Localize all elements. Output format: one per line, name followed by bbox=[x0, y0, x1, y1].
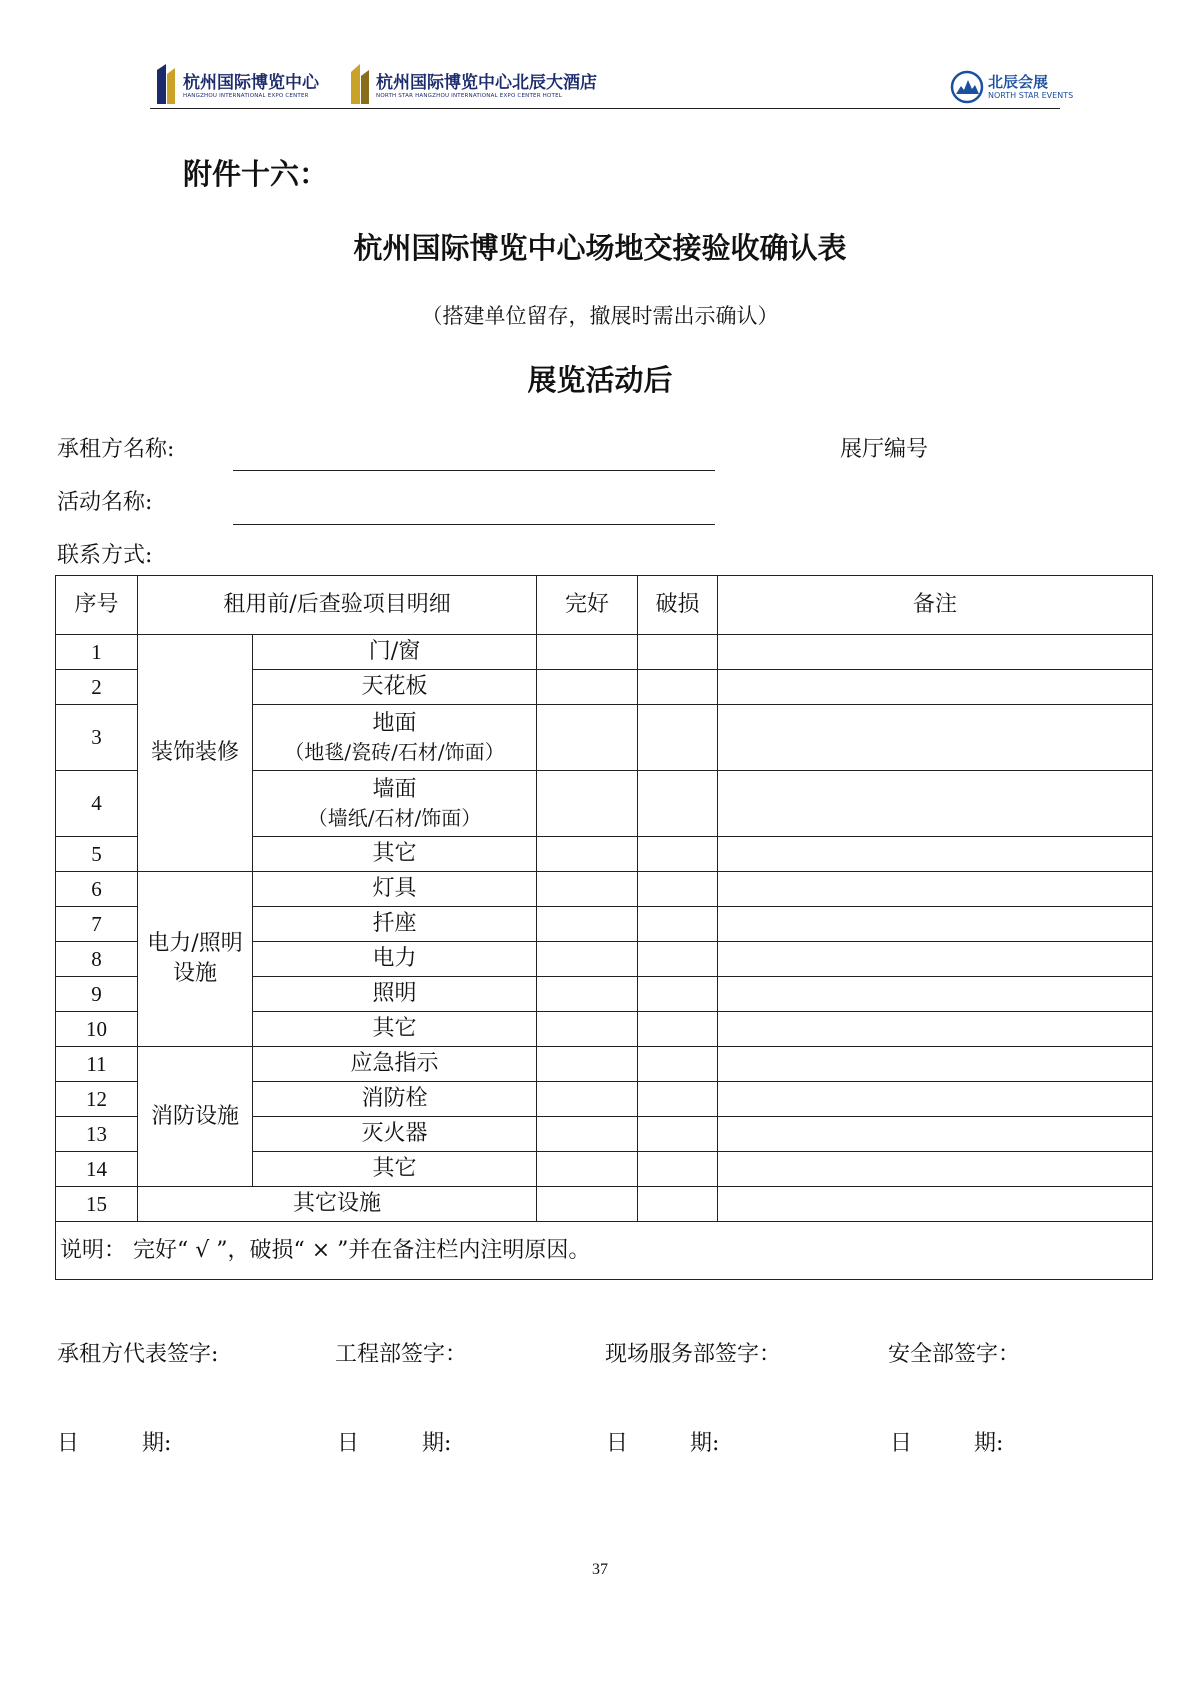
row-number: 7 bbox=[56, 907, 138, 942]
damaged-cell[interactable] bbox=[638, 837, 718, 872]
damaged-cell[interactable] bbox=[638, 907, 718, 942]
date-label-period: 期: bbox=[142, 1431, 172, 1456]
table-row bbox=[56, 1187, 1153, 1222]
header-divider bbox=[150, 108, 1060, 109]
table-header-row bbox=[56, 576, 1153, 635]
row-item-label: 地面 bbox=[372, 711, 417, 737]
damaged-cell[interactable] bbox=[638, 705, 718, 771]
row-number: 6 bbox=[56, 872, 138, 907]
row-item-label: 墙面 bbox=[372, 777, 417, 803]
damaged-cell[interactable] bbox=[638, 1082, 718, 1117]
header-damaged: 破损 bbox=[638, 576, 718, 635]
remarks-cell[interactable] bbox=[718, 670, 1153, 705]
date-label-day: 日 bbox=[606, 1431, 629, 1456]
row-number: 1 bbox=[56, 635, 138, 670]
ok-cell[interactable] bbox=[537, 837, 638, 872]
security-signature-label: 安全部签字： bbox=[888, 1342, 1021, 1367]
table-row bbox=[56, 635, 1153, 670]
ok-cell[interactable] bbox=[537, 872, 638, 907]
header-item: 租用前/后查验项目明细 bbox=[138, 576, 537, 635]
tenant-name-field[interactable] bbox=[233, 470, 715, 471]
onsite-service-signature-label: 现场服务部签字： bbox=[605, 1342, 782, 1367]
section-title: 展览活动后 bbox=[527, 363, 673, 397]
logo2-subtitle: NORTH STAR HANGZHOU INTERNATIONAL EXPO CENTER HOTEL bbox=[376, 93, 563, 99]
ok-cell[interactable] bbox=[537, 1047, 638, 1082]
remarks-cell[interactable] bbox=[718, 1012, 1153, 1047]
row-item: 照明 bbox=[253, 977, 537, 1012]
row-item: 扦座 bbox=[253, 907, 537, 942]
row-number: 5 bbox=[56, 837, 138, 872]
remarks-cell[interactable] bbox=[718, 1187, 1153, 1222]
row-item bbox=[253, 705, 537, 771]
logo1-subtitle: HANGZHOU INTERNATIONAL EXPO CENTER bbox=[183, 93, 309, 99]
table-row bbox=[56, 1047, 1153, 1082]
remarks-cell[interactable] bbox=[718, 1047, 1153, 1082]
note-row bbox=[56, 1222, 1153, 1280]
row-number: 11 bbox=[56, 1047, 138, 1082]
ok-cell[interactable] bbox=[537, 977, 638, 1012]
tenant-name-label: 承租方名称: bbox=[57, 437, 175, 462]
ok-cell[interactable] bbox=[537, 705, 638, 771]
row-item-detail: （地毯/瓷砖/石材/饰面） bbox=[284, 739, 505, 764]
ok-cell[interactable] bbox=[537, 942, 638, 977]
date-label-period: 期: bbox=[690, 1431, 720, 1456]
row-item: 其它 bbox=[253, 837, 537, 872]
date-label-period: 期: bbox=[974, 1431, 1004, 1456]
logo1-name: 杭州国际博览中心 bbox=[183, 73, 319, 93]
damaged-cell[interactable] bbox=[638, 635, 718, 670]
row-item: 电力 bbox=[253, 942, 537, 977]
logo3-subtitle: NORTH STAR EVENTS bbox=[988, 91, 1074, 100]
table-row bbox=[56, 872, 1153, 907]
remarks-cell[interactable] bbox=[718, 1152, 1153, 1187]
row-item: 灯具 bbox=[253, 872, 537, 907]
date-label-day: 日 bbox=[337, 1431, 360, 1456]
date-label-day: 日 bbox=[890, 1431, 913, 1456]
remarks-cell[interactable] bbox=[718, 942, 1153, 977]
ok-cell[interactable] bbox=[537, 1082, 638, 1117]
page-number: 37 bbox=[592, 1561, 608, 1578]
damaged-cell[interactable] bbox=[638, 1187, 718, 1222]
remarks-cell[interactable] bbox=[718, 837, 1153, 872]
form-title: 杭州国际博览中心场地交接验收确认表 bbox=[353, 231, 847, 265]
damaged-cell[interactable] bbox=[638, 1117, 718, 1152]
row-number: 4 bbox=[56, 771, 138, 837]
remarks-cell[interactable] bbox=[718, 1117, 1153, 1152]
row-item: 其它 bbox=[253, 1012, 537, 1047]
ok-cell[interactable] bbox=[537, 1012, 638, 1047]
row-item: 其它设施 bbox=[138, 1187, 537, 1222]
ok-cell[interactable] bbox=[537, 1187, 638, 1222]
expo-center-logo-icon bbox=[155, 64, 177, 104]
ok-cell[interactable] bbox=[537, 771, 638, 837]
ok-cell[interactable] bbox=[537, 1152, 638, 1187]
logo-hangzhou-expo-center bbox=[155, 62, 350, 110]
remarks-cell[interactable] bbox=[718, 977, 1153, 1012]
logo3-name: 北辰会展 bbox=[988, 73, 1049, 91]
event-name-field[interactable] bbox=[233, 524, 715, 525]
ok-cell[interactable] bbox=[537, 670, 638, 705]
remarks-cell[interactable] bbox=[718, 705, 1153, 771]
damaged-cell[interactable] bbox=[638, 1012, 718, 1047]
row-item: 消防栓 bbox=[253, 1082, 537, 1117]
form-subtitle: （搭建单位留存，撤展时需出示确认） bbox=[421, 304, 779, 328]
row-item: 门/窗 bbox=[253, 635, 537, 670]
row-item: 天花板 bbox=[253, 670, 537, 705]
row-number: 10 bbox=[56, 1012, 138, 1047]
header-remarks: 备注 bbox=[718, 576, 1153, 635]
row-number: 12 bbox=[56, 1082, 138, 1117]
damaged-cell[interactable] bbox=[638, 942, 718, 977]
header-ok: 完好 bbox=[537, 576, 638, 635]
row-number: 2 bbox=[56, 670, 138, 705]
ok-cell[interactable] bbox=[537, 635, 638, 670]
ok-cell[interactable] bbox=[537, 907, 638, 942]
row-item: 灭火器 bbox=[253, 1117, 537, 1152]
damaged-cell[interactable] bbox=[638, 670, 718, 705]
header-no: 序号 bbox=[56, 576, 138, 635]
annex-label: 附件十六： bbox=[183, 157, 329, 191]
damaged-cell[interactable] bbox=[638, 1047, 718, 1082]
row-item: 其它 bbox=[253, 1152, 537, 1187]
date-label-day: 日 bbox=[57, 1431, 80, 1456]
ok-cell[interactable] bbox=[537, 1117, 638, 1152]
inspection-table bbox=[55, 575, 1153, 1280]
hall-number-label: 展厅编号 bbox=[840, 437, 929, 462]
north-star-events-logo-icon bbox=[950, 70, 984, 104]
damaged-cell[interactable] bbox=[638, 1152, 718, 1187]
tenant-rep-signature-label: 承租方代表签字: bbox=[57, 1342, 219, 1367]
remarks-cell[interactable] bbox=[718, 907, 1153, 942]
remarks-cell[interactable] bbox=[718, 1082, 1153, 1117]
row-item bbox=[253, 771, 537, 837]
date-label-period: 期: bbox=[422, 1431, 452, 1456]
group-label-line2: 设施 bbox=[172, 961, 217, 986]
row-number: 9 bbox=[56, 977, 138, 1012]
damaged-cell[interactable] bbox=[638, 977, 718, 1012]
group-label-line1: 电力/照明 bbox=[147, 931, 243, 957]
group-decoration: 装饰装修 bbox=[138, 635, 253, 872]
row-item-detail: （墙纸/石材/饰面） bbox=[307, 805, 482, 830]
engineering-signature-label: 工程部签字： bbox=[335, 1342, 468, 1367]
remarks-cell[interactable] bbox=[718, 771, 1153, 837]
row-number: 8 bbox=[56, 942, 138, 977]
row-number: 14 bbox=[56, 1152, 138, 1187]
logo2-name: 杭州国际博览中心北辰大酒店 bbox=[376, 73, 597, 93]
event-name-label: 活动名称: bbox=[57, 490, 153, 515]
group-fire-protection: 消防设施 bbox=[138, 1047, 253, 1187]
hotel-logo-icon bbox=[350, 64, 370, 104]
logo-north-star-hotel bbox=[350, 62, 650, 110]
group-electrical-lighting bbox=[138, 872, 253, 1047]
damaged-cell[interactable] bbox=[638, 872, 718, 907]
remarks-cell[interactable] bbox=[718, 872, 1153, 907]
damaged-cell[interactable] bbox=[638, 771, 718, 837]
table-note: 说明： 完好“ √ ”，破损“ × ”并在备注栏内注明原因。 bbox=[56, 1222, 1153, 1280]
row-number: 13 bbox=[56, 1117, 138, 1152]
row-item: 应急指示 bbox=[253, 1047, 537, 1082]
row-number: 3 bbox=[56, 705, 138, 771]
remarks-cell[interactable] bbox=[718, 635, 1153, 670]
row-number: 15 bbox=[56, 1187, 138, 1222]
logo-north-star-events bbox=[950, 68, 1074, 108]
contact-label: 联系方式: bbox=[57, 543, 153, 568]
